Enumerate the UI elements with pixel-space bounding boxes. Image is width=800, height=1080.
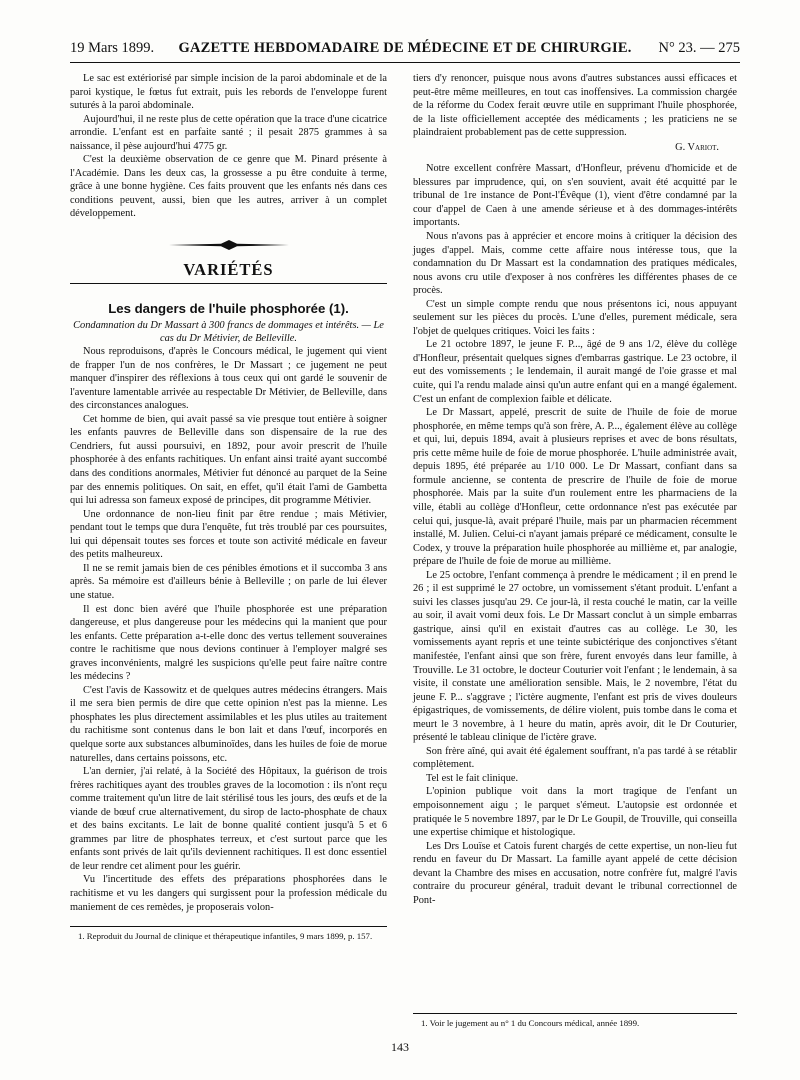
body-paragraph: Cet homme de bien, qui avait passé sa vie presque tout entière à soigner les enfants pauvres de Belleville dans son dispensaire de la rue des Cendriers, fut aussi poursuivi, en 1892, pour avoir prescrit de l'huile phosphorée à des enfants rachitiques. Un enfant ainsi traité ayant succombé dans des conditions anormales, Métivier fut dénoncé au parquet de la Seine par des ennemis politiques. On sait, en effet, qu'il était l'ami de Gambetta qui lui adressa son fameux exposé de principes, dit programme Métivier. [70,413,387,507]
section-divider-ornament [70,237,387,253]
author-signature: G. Variot. [675,141,719,153]
intro-paragraph: Aujourd'hui, il ne reste plus de cette opération que la trace d'une cicatrice arrondie. L'enfant est en parfaite santé ; il pesait 2875 grammes à sa naissance, il pèse aujourd'hui 4775 gr. [70,113,387,152]
body-paragraph: Il ne se remit jamais bien de ces pénibles émotions et il succomba 3 ans après. Sa mémoire est d'ailleurs bénie à Belleville ; on parle de lui élever une statue. [70,562,387,601]
body-paragraph: C'est l'avis de Kassowitz et de quelques autres médecins étrangers. Mais il me sera bien permis de dire que cette opinion n'est pas la mienne. Les phosphates les plus directement assimilables et les plus utiles au traitement du rachitisme sont contenus dans le bon lait et dans l'œuf, incorporés en quelque sorte aux substances albuminoïdes, dans les huiles de foie de morue naturelles, dans certains poissons, etc. [70,684,387,764]
body-paragraph: Une ordonnance de non-lieu finit par être rendue ; mais Métivier, pendant tout le temps que dura l'enquête, fut très troublé par ces poursuites, lui qui dépensait toutes ses forces et toute son activité médicale en faveur des petits malheureux. [70,508,387,561]
journal-title: GAZETTE HEBDOMADAIRE DE MÉDECINE ET DE CHIRURGIE. [178,40,632,56]
article-title: Les dangers de l'huile phosphorée (1). [108,300,349,316]
footnote-left [70,926,387,942]
intro-paragraph: Le sac est extériorisé par simple incision de la paroi abdominale et de la paroi kystique, le fœtus fut extrait, puis les rebords de l'enveloppe furent suturés à la paroi abdominale. [70,73,387,112]
left-column [70,72,387,942]
running-header [70,38,740,63]
section-title: VARIÉTÉS [70,263,387,284]
right-column [413,72,737,907]
body-paragraph: Notre excellent confrère Massart, d'Honfleur, prévenu d'homicide et de blessures par imprudence, qui, on s'en souvient, avait été acquitté par le tribunal de 1re instance de Pont-l'Évêque (1), vient d'être condamné par la cour d'appel de Caen à une amende sérieuse et à des dommages-intérêts importants. [413,163,737,229]
body-paragraph: Tel est le fait clinique. [426,772,519,784]
ornament-icon [169,237,289,253]
body-paragraph: Le Dr Massart, appelé, prescrit de suite de l'huile de foie de morue phosphorée, en même temps qu'à son frère, A. P..., également élève au collège et qui, lui, depuis 1894, avait à plusieurs reprises et avec de bons résultats, pris cette même huile de foie de morue phosphorée. L'huile administrée avait, depuis 1895, été préparée au 1/10 000. Le Dr Massart, confiant dans sa formule ancienne, se contenta de prescrire de l'huile de foie de morue phosphorée. Mais par la suite d'un roulement entre les pharmaciens de la ville, établi au collège d'Honfleur, cette ordonnance n'est pas exécutée par celui qui, jusque-là, avait préparé l'huile, mais par un pharmacien récemment installé, M. Julien. Celui-ci n'ayant jamais préparé ce médicament, consulte le Codex, y trouve la préparation huile phosphorée au millième et, par analogie, prépare de l'huile de foie de morue au millième. [413,407,737,568]
body-paragraph: tiers d'y renoncer, puisque nous avons d'autres substances aussi efficaces et peut-être même meilleures, en tout cas inoffensives. La commission chargée de la réforme du Codex ferait œuvre utile en supprimant l'huile phosphorée, de la liste officiellement acceptée des médicaments ; les praticiens ne se plaindraient probablement pas de cette suppression. [413,73,737,139]
body-paragraph: Les Drs Louïse et Catois furent chargés de cette expertise, un non-lieu fut rendu en faveur du Dr Massart. La famille ayant appelé de cette décision devant la Chambre des mises en accusation, notre confrère fut, malgré l'avis contraire du procureur général, traduit devant le tribunal correctionnel de Pont- [413,840,737,906]
body-paragraph: Le 21 octobre 1897, le jeune F. P..., âgé de 9 ans 1/2, élève du collège d'Honfleur, présentait quelques signes d'embarras gastrique. Le 23 octobre, il eut des vomissements ; le lendemain, il aurait mangé de l'oie grasse et mal cuite, qui l'a rendu malade ainsi qu'un autre enfant qui en a mangé également. C'est un enfant de complexion faible et délicate. [413,339,737,405]
body-paragraph: L'an dernier, j'ai relaté, à la Société des Hôpitaux, la guérison de trois frères rachitiques ayant des troubles graves de la locomotion : ils n'ont reçu comme traitement qu'un litre de lait stérilisé tous les jours, des œufs et de la viande de bœuf crue alternativement, du sirop de lacto-phosphate de chaux et des bains excitants. Le lait de bonne qualité contient jusqu'à 5 et 6 grammes par litre de phosphates terreux, et c'est surtout parce que les enfants sont privés de lait qu'ils deviennent rachitiques. Il est donc essentiel de leur rendre cet aliment pour les guérir. [70,766,387,872]
body-paragraph: C'est un simple compte rendu que nous présentons ici, nous appuyant seulement sur les pièces du procès. L'une d'elles, purement médicale, sera l'objet de quelques critiques. Voici les faits : [413,298,737,337]
header-issue: N° 23. — 275 [658,40,740,56]
footnote-right [413,1013,737,1029]
article-subtitle: Condamnation du Dr Massart à 300 francs de dommages et intérêts. — Le cas du Dr Métivier, de Belleville. [73,320,384,345]
body-paragraph: Le 25 octobre, l'enfant commença à prendre le médicament ; il en prend le 26 ; il est supprimé le 27 octobre, un vomissement s'étant produit. L'enfant a suivi les classes jusqu'au 29. Ce jour-là, il resta couché le matin, car la veille au soir, il avait vomi deux fois. Le Dr Massart conclut à un simple embarras gastrique, ainsi qu'il en existait d'autres cas au collège. Le 30, les vomissements ayant repris et une teinte subictérique des conjonctives s'étant manifestée, l'enfant ainsi que son frère, furent envoyés dans leur famille, à Trouville. Le 31 octobre, le docteur Couturier voit l'enfant ; le lendemain, à sa visite, il constate une amélioration sensible. Mais, le 2 novembre, l'état du jeune F. P... s'aggrave ; l'ictère augmente, l'enfant est pris de vives douleurs épigastriques, de vomissements, de délire violent, puis tombe dans le coma et meurt le 3 novembre, à 1 heure du matin, après avoir, dit le Dr Couturier, présenté le tableau clinique de l'ictère grave. [413,569,737,744]
footnote-text: 1. Reproduit du Journal de clinique et thérapeutique infantiles, 9 mars 1899, p. 157. [78,931,373,942]
header-date: 19 Mars 1899. [70,40,155,56]
footnote-text: 1. Voir le jugement au n° 1 du Concours médical, année 1899. [421,1018,640,1028]
body-paragraph: Nous reproduisons, d'après le Concours médical, le jugement qui vient de frapper l'un de nos confrères, le Dr Massart ; ce jugement ne peut manquer d'inspirer des réflexions à tous ceux qui ont gardé le souvenir de l'aventure lamentable arrivée au respectable Dr Métivier, de Belleville, dans des circonstances analogues. [70,346,387,412]
body-paragraph: Vu l'incertitude des effets des préparations phosphorées dans le rachitisme et vu les dangers qui surgissent pour la profession médicale du maniement de ces remèdes, je proposerais volon- [70,874,387,913]
body-paragraph: Son frère aîné, qui avait été également souffrant, n'a pas tardé à se rétablir complètement. [413,745,737,771]
body-paragraph: Il est donc bien avéré que l'huile phosphorée est une préparation dangereuse, et plus dangereuse pour les médecins qui la manient que pour les enfants. Cette préparation a-t-elle donc des vertus tellement souveraines contre le rachitisme que nous devions continuer à l'employer malgré ses graves inconvénients, malgré les suspicions qu'elle peut faire naître contre les médecins ? [70,603,387,683]
body-paragraph: Nous n'avons pas à apprécier et encore moins à critiquer la décision des juges d'appel. Mais, comme cette affaire nous intéresse tous, que la condamnation du Dr Massart est la condamnation des pratiques médicales, nous avons cru utile d'exposer à nos confrères les différentes phases de ce procès. [413,231,737,297]
intro-paragraph: C'est la deuxième observation de ce genre que M. Pinard présente à l'Académie. Dans les deux cas, la grossesse a pu être conduite à terme, grâce à une bonne hygiène. Ces faits prouvent que les enfants nés dans ces conditions peuvent, aussi, bien que les autres, arriver à un complet développement. [70,154,387,220]
body-paragraph: L'opinion publique voit dans la mort tragique de l'enfant un empoisonnement aigu ; le parquet s'émeut. L'autopsie est ordonnée et pratiquée le 5 novembre 1897, par le Dr Le Goupil, de Trouville, qui conseilla une expertise chimique et histologique. [413,786,737,839]
page-number: 143 [391,1040,409,1054]
